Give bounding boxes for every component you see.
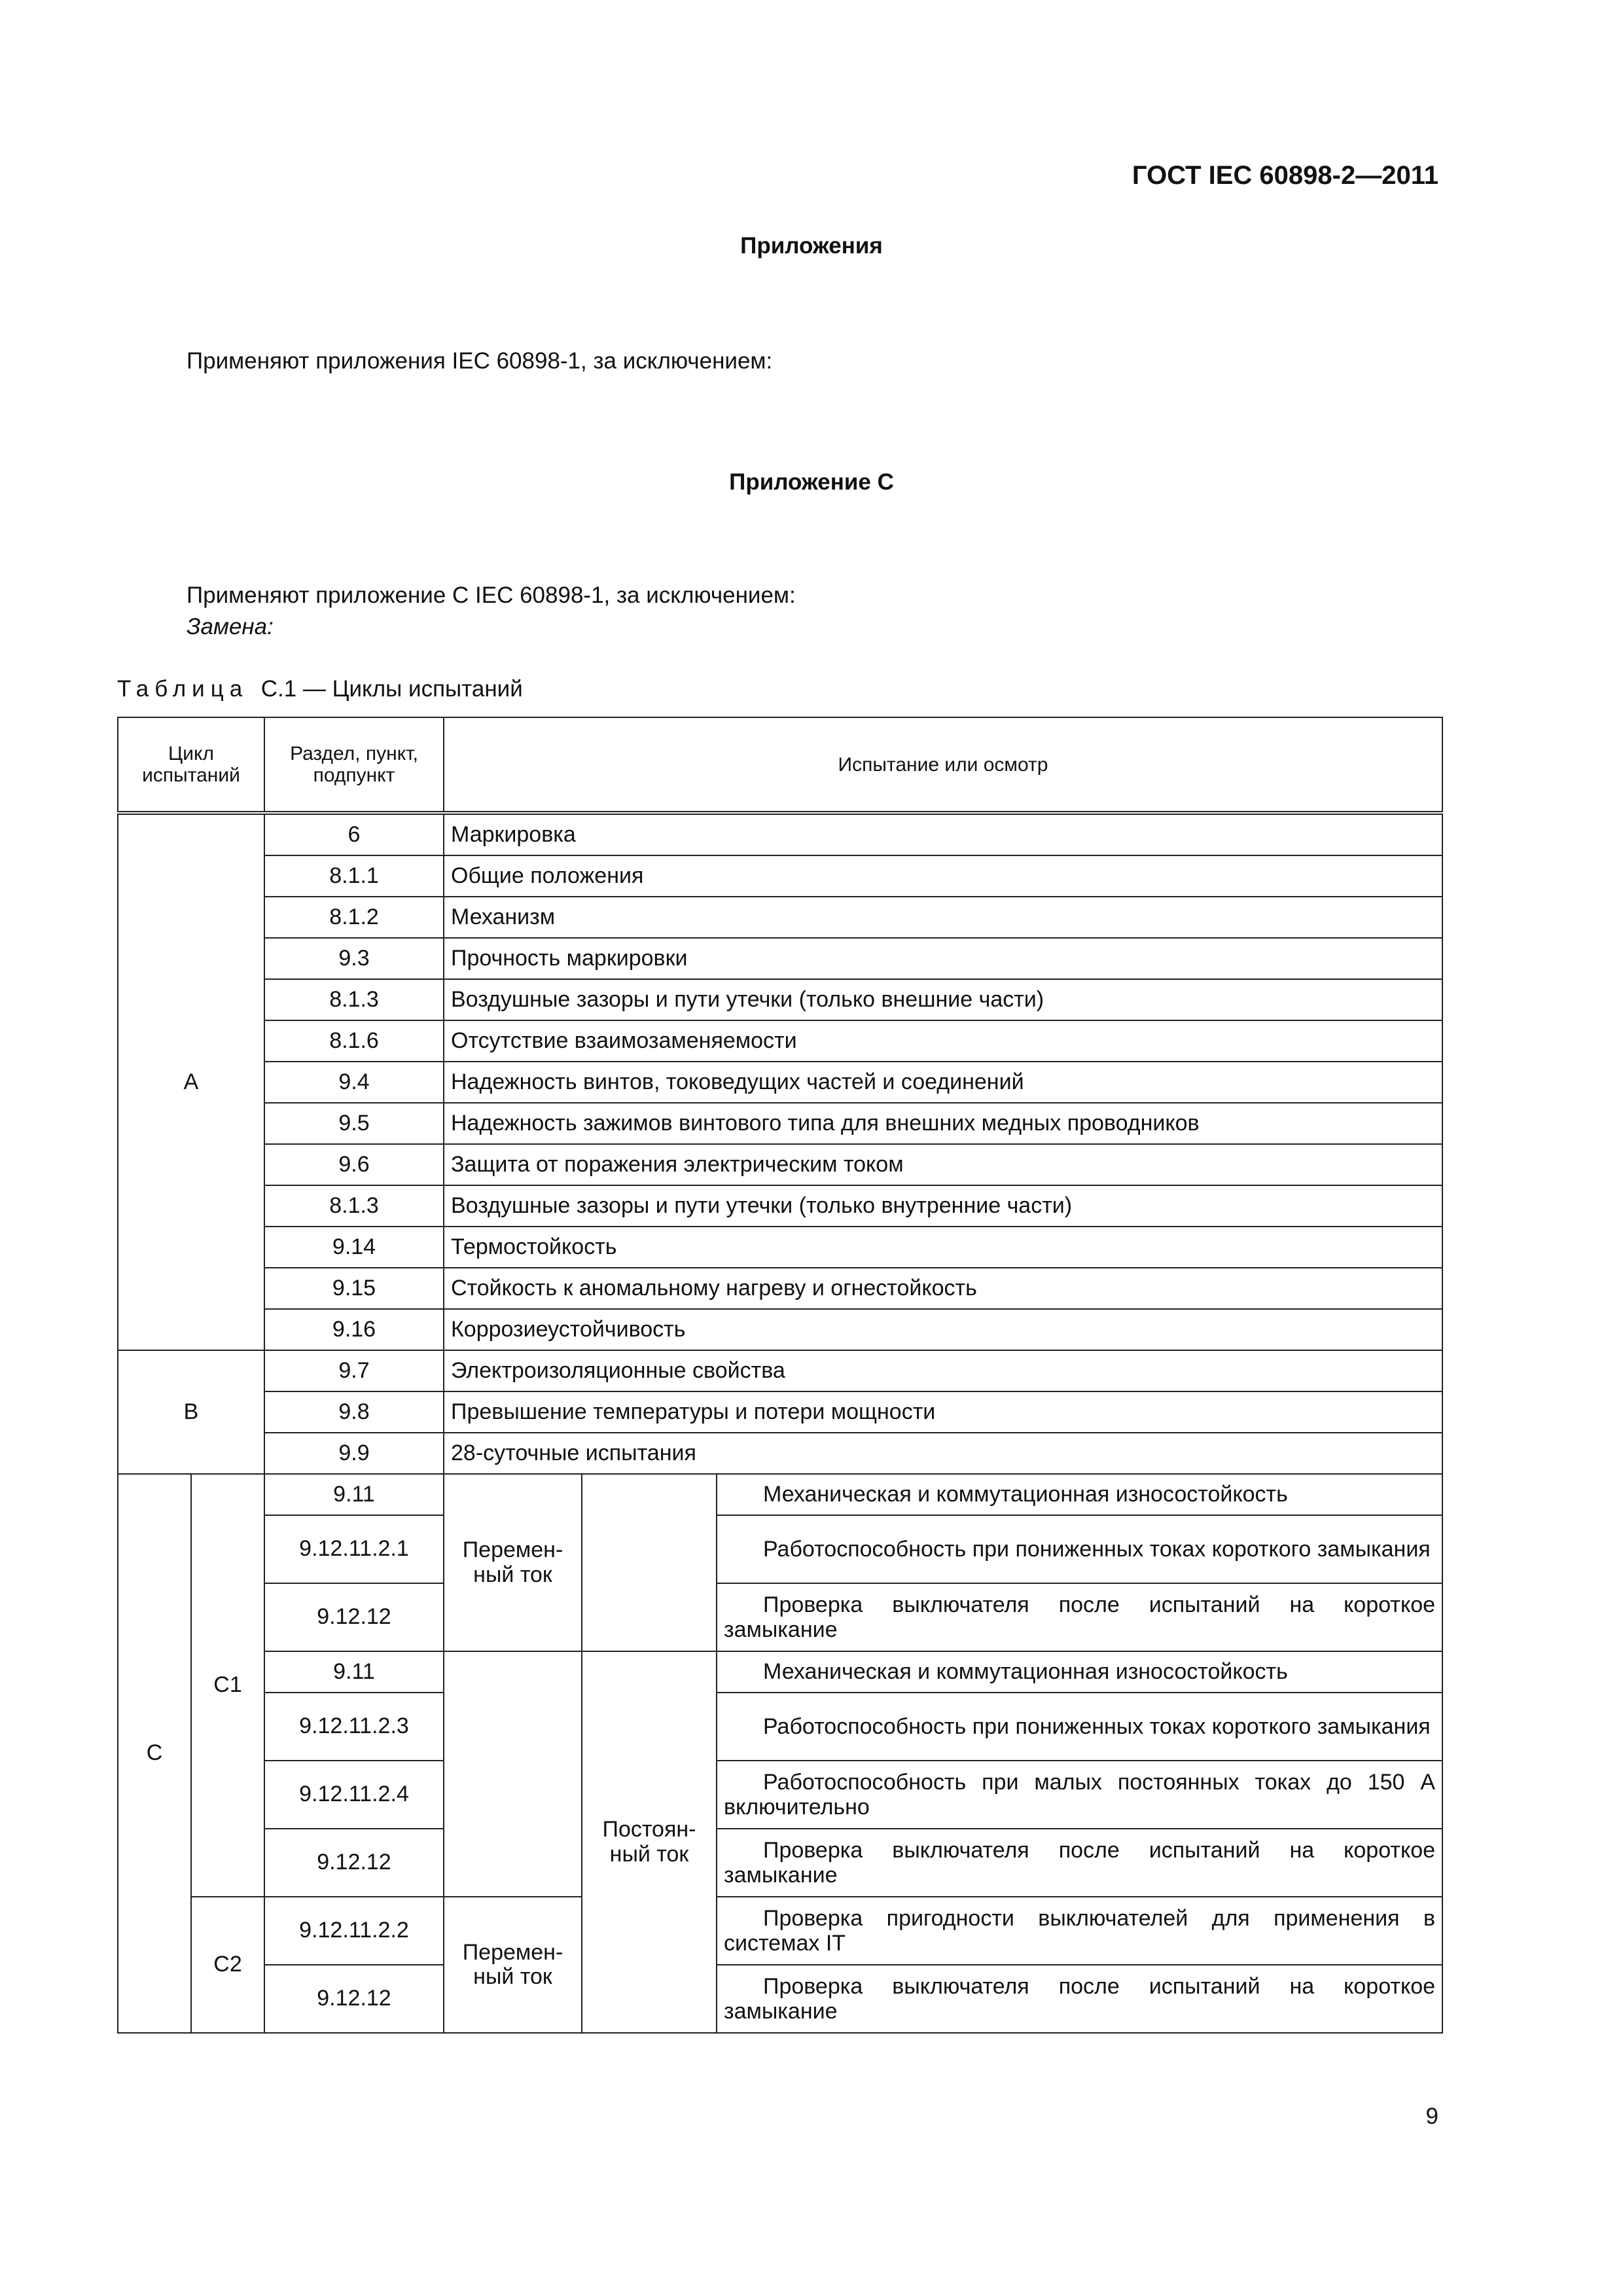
table-row <box>118 1309 1442 1350</box>
test-cell <box>717 1897 1442 1965</box>
test-text: Проверка выключателя после испытаний на короткое замыкание <box>724 1592 1436 1642</box>
test-cell <box>717 1515 1442 1583</box>
clause-cell: 9.12.11.2.1 <box>264 1515 444 1583</box>
table-row <box>118 1062 1442 1103</box>
table-row <box>118 897 1442 938</box>
clause-cell: 9.16 <box>264 1309 444 1350</box>
clause-cell: 8.1.1 <box>264 855 444 897</box>
table-row <box>118 1144 1442 1185</box>
table-row <box>118 1020 1442 1062</box>
header-test: Испытание или осмотр <box>444 717 1442 813</box>
table-caption <box>117 676 523 702</box>
clause-cell: 9.11 <box>264 1474 444 1515</box>
clause-cell: 9.12.11.2.2 <box>264 1897 444 1965</box>
test-cell <box>717 1965 1442 2033</box>
page-number: 9 <box>1425 2104 1438 2129</box>
test-text: Механическая и коммутационная износостойкость <box>763 1659 1288 1685</box>
appendix-c-text: Применяют приложение С IEC 60898-1, за исключением: <box>187 583 796 608</box>
table-row <box>118 1965 1442 2033</box>
table-row <box>118 938 1442 979</box>
subcycle-c2: С2 <box>191 1897 264 2033</box>
clause-cell: 9.3 <box>264 938 444 979</box>
table-row <box>118 1693 1442 1761</box>
clause-cell: 9.14 <box>264 1227 444 1268</box>
appendices-text: Применяют приложения IEC 60898-1, за исключением: <box>187 348 773 374</box>
test-cell: Электроизоляционные свойства <box>444 1350 1442 1391</box>
current-type-dc: Постоян-ный ток <box>582 1651 717 2033</box>
table-row <box>118 1391 1442 1433</box>
document-id: ГОСТ IEC 60898-2—2011 <box>1132 161 1438 190</box>
test-cell <box>717 1829 1442 1897</box>
table-row <box>118 1227 1442 1268</box>
clause-cell: 9.8 <box>264 1391 444 1433</box>
clause-cell: 9.5 <box>264 1103 444 1144</box>
test-cell <box>717 1583 1442 1651</box>
clause-cell: 9.12.12 <box>264 1583 444 1651</box>
table-row <box>118 1185 1442 1227</box>
table-row <box>118 1350 1442 1391</box>
clause-cell: 9.6 <box>264 1144 444 1185</box>
current-type-ac: Перемен-ный ток <box>444 1474 582 1651</box>
test-cell <box>717 1693 1442 1761</box>
table-row <box>118 855 1442 897</box>
test-cell: Маркировка <box>444 813 1442 855</box>
test-text: Работоспособность при пониженных токах короткого замыкания <box>763 1536 1431 1562</box>
test-text: Механическая и коммутационная износостойкость <box>763 1482 1288 1507</box>
clause-cell: 8.1.3 <box>264 1185 444 1227</box>
appendices-title: Приложения <box>740 233 883 259</box>
current-type-ac-2: Перемен-ный ток <box>444 1897 582 2033</box>
test-cell <box>717 1474 1442 1515</box>
table-row <box>118 1651 1442 1693</box>
cycle-a: А <box>118 813 264 1350</box>
cycle-c: С <box>118 1474 191 2033</box>
table-row <box>118 1761 1442 1829</box>
table-caption-prefix: Таблица <box>117 676 249 702</box>
table-row <box>118 1897 1442 1965</box>
table-header-row <box>118 717 1442 813</box>
test-text: Работоспособность при малых постоянных токах до 150 А включительно <box>724 1769 1436 1820</box>
test-text: Проверка выключателя после испытаний на короткое замыкание <box>724 1973 1436 2024</box>
test-text: Проверка пригодности выключателей для применения в системах IT <box>724 1905 1436 1956</box>
clause-cell: 9.12.12 <box>264 1965 444 2033</box>
test-cell: Надежность зажимов винтового типа для внешних медных проводников <box>444 1103 1442 1144</box>
test-cell <box>717 1761 1442 1829</box>
test-cell: Воздушные зазоры и пути утечки (только внутренние части) <box>444 1185 1442 1227</box>
clause-cell: 8.1.3 <box>264 979 444 1020</box>
test-cell: Термостойкость <box>444 1227 1442 1268</box>
test-cell: Коррозиеустойчивость <box>444 1309 1442 1350</box>
test-cycles-table <box>117 717 1443 2034</box>
clause-cell: 9.11 <box>264 1651 444 1693</box>
header-clause: Раздел, пункт, подпункт <box>264 717 444 813</box>
test-cell: Общие положения <box>444 855 1442 897</box>
clause-cell: 9.12.12 <box>264 1829 444 1897</box>
clause-cell: 9.9 <box>264 1433 444 1474</box>
clause-cell: 6 <box>264 813 444 855</box>
clause-cell: 8.1.2 <box>264 897 444 938</box>
header-cycle: Цикл испытаний <box>118 717 264 813</box>
test-cell: Стойкость к аномальному нагреву и огнестойкость <box>444 1268 1442 1309</box>
test-text: Работоспособность при пониженных токах короткого замыкания <box>763 1713 1431 1739</box>
table-row <box>118 979 1442 1020</box>
test-cell: Механизм <box>444 897 1442 938</box>
table-row <box>118 1515 1442 1583</box>
table-row <box>118 1474 1442 1515</box>
table-row <box>118 1583 1442 1651</box>
clause-cell: 9.7 <box>264 1350 444 1391</box>
test-cell: Отсутствие взаимозаменяемости <box>444 1020 1442 1062</box>
clause-cell: 9.15 <box>264 1268 444 1309</box>
test-cell: Превышение температуры и потери мощности <box>444 1391 1442 1433</box>
table-caption-text: С.1 — Циклы испытаний <box>260 676 523 702</box>
subcycle-c1: С1 <box>191 1474 264 1897</box>
empty-cell <box>444 1651 582 1897</box>
clause-cell: 9.12.11.2.4 <box>264 1761 444 1829</box>
table-row <box>118 1433 1442 1474</box>
replacement-label: Замена: <box>187 614 274 639</box>
test-text: Проверка выключателя после испытаний на короткое замыкание <box>724 1837 1436 1888</box>
test-cell: 28-суточные испытания <box>444 1433 1442 1474</box>
test-cell: Прочность маркировки <box>444 938 1442 979</box>
table-row <box>118 1268 1442 1309</box>
cycle-b: В <box>118 1350 264 1474</box>
test-cell: Защита от поражения электрическим током <box>444 1144 1442 1185</box>
appendix-c-title: Приложение С <box>729 469 894 495</box>
clause-cell: 8.1.6 <box>264 1020 444 1062</box>
test-cell: Воздушные зазоры и пути утечки (только внешние части) <box>444 979 1442 1020</box>
table-row <box>118 1829 1442 1897</box>
table-row <box>118 1103 1442 1144</box>
table-row <box>118 813 1442 855</box>
test-cell <box>717 1651 1442 1693</box>
clause-cell: 9.12.11.2.3 <box>264 1693 444 1761</box>
empty-cell <box>582 1474 717 1651</box>
clause-cell: 9.4 <box>264 1062 444 1103</box>
test-cell: Надежность винтов, токоведущих частей и соединений <box>444 1062 1442 1103</box>
